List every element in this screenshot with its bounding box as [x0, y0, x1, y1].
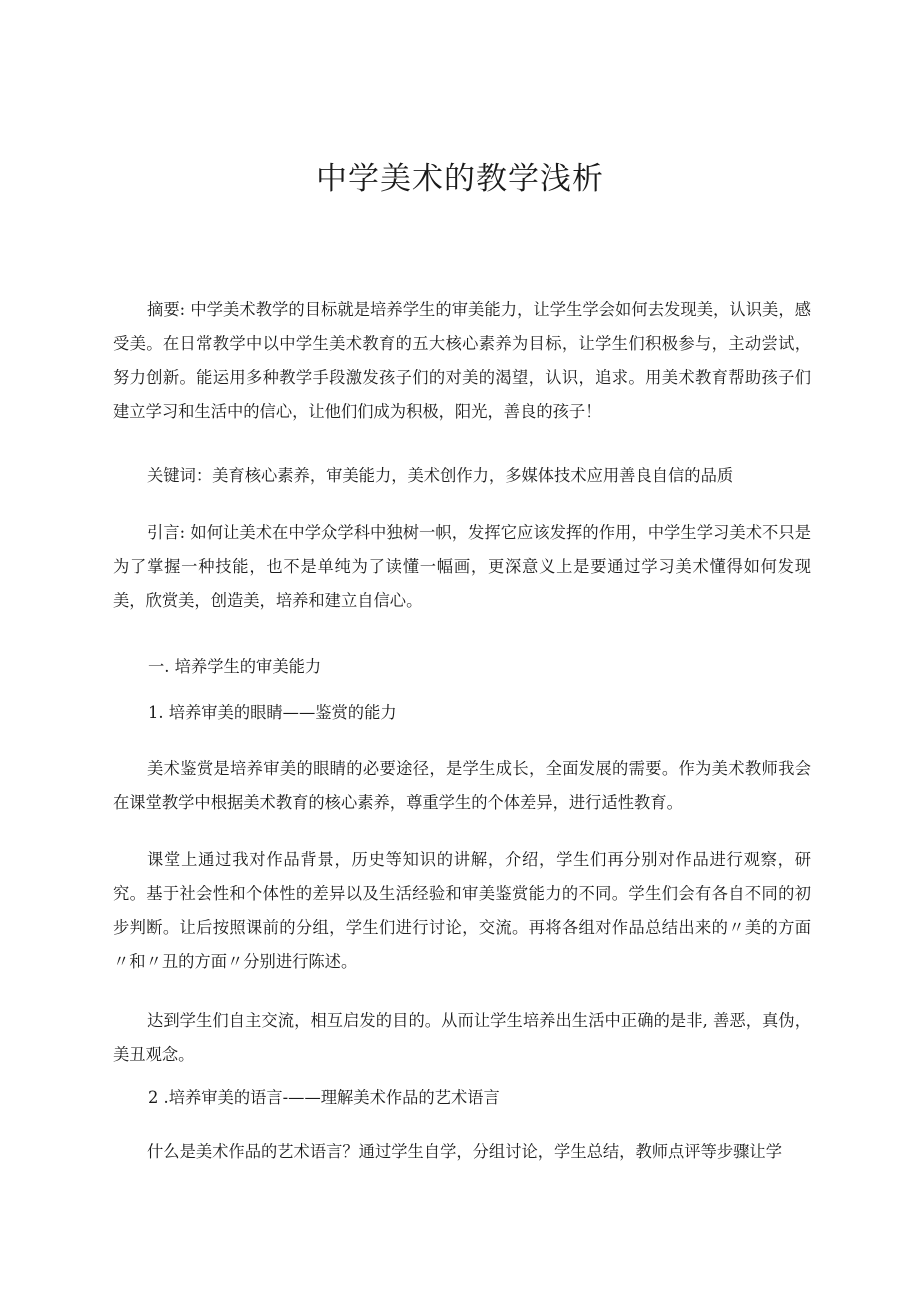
keywords-paragraph: 关键词：美育核心素养，审美能力，美术创作力，多媒体技术应用善良自信的品质	[147, 466, 734, 485]
body-paragraph: 课堂上通过我对作品背景，历史等知识的讲解，介绍，学生们再分别对作品进行观察，研究。基于社会性和个体性的差异以及生活经验和审美鉴赏能力的不同。学生们会有各自不同的初步判断。让后按照课前的分组，学生们进行讨论，交流。再将各组对作品总结出来的〃美的方面〃和〃丑的方面〃分别进行陈述。	[113, 850, 811, 971]
body-paragraph: 美术鉴赏是培养审美的眼睛的必要途径，是学生成长，全面发展的需要。作为美术教师我会在课堂教学中根据美术教育的核心素养，尊重学生的个体差异，进行适性教育。	[113, 759, 811, 812]
subsection-heading: 2 .培养审美的语言-——理解美术作品的艺术语言	[148, 1088, 500, 1107]
document-title: 中学美术的教学浅析	[316, 161, 604, 197]
subsection-heading: 1. 培养审美的眼睛——鉴赏的能力	[148, 703, 397, 722]
introduction-paragraph: 引言: 如何让美术在中学众学科中独树一帜，发挥它应该发挥的作用，中学生学习美术不只是为了掌握一种技能，也不是单纯为了读懂一幅画，更深意义上是要通过学习美术懂得如何发现美，欣赏美，创造美，培养和建立自信心。	[113, 523, 811, 610]
body-paragraph: 什么是美术作品的艺术语言？通过学生自学，分组讨论，学生总结，教师点评等步骤让学	[147, 1142, 782, 1161]
body-paragraph: 达到学生们自主交流，相互启发的目的。从而让学生培养出生活中正确的是非, 善恶，真伪，美丑观念。	[113, 1011, 811, 1064]
section-heading: 一. 培养学生的审美能力	[148, 657, 322, 676]
abstract-paragraph: 摘要: 中学美术教学的目标就是培养学生的审美能力，让学生学会如何去发现美，认识美，感受美。在日常教学中以中学生美术教育的五大核心素养为目标，让学生们积极参与，主动尝试，努力创新。能运用多种教学手段激发孩子们的对美的渴望，认识，追求。用美术教育帮助孩子们建立学习和生活中的信心，让他们们成为积极，阳光，善良的孩子！	[113, 300, 811, 421]
